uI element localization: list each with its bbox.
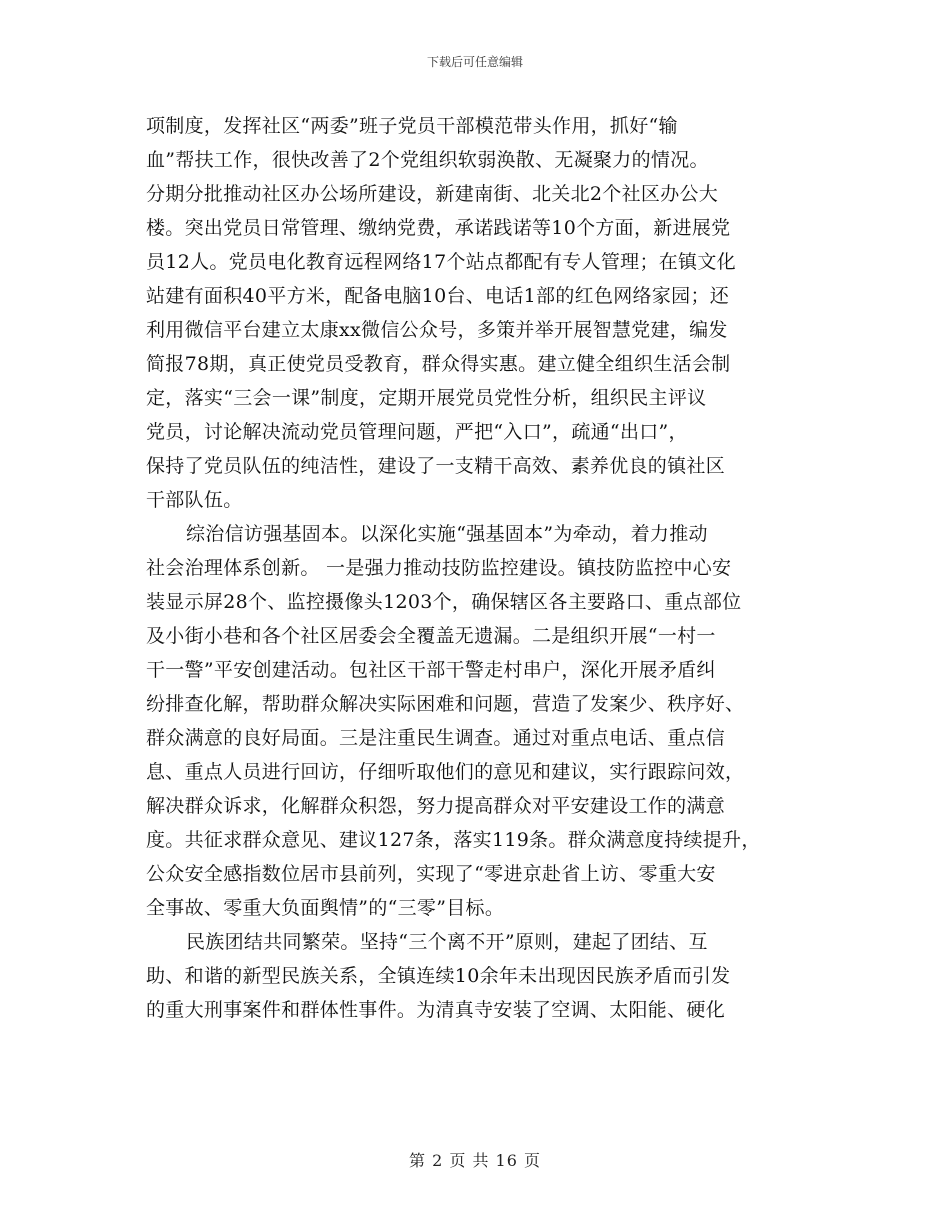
text-line: 的重大刑事案件和群体性事件。为清真寺安装了空调、太阳能、硬化: [146, 999, 726, 1021]
text-line: 党员，讨论解决流动党员管理问题，严把“入口”，疏通“出口”，: [146, 421, 688, 443]
text-line: 站建有面积40平方米，配备电脑10台、电话1部的红色网络家园；还: [146, 285, 730, 307]
text-line: 血”帮扶工作，很快改善了2个党组织软弱涣散、无凝聚力的情况。: [146, 149, 709, 171]
text-line: 度。共征求群众意见、建议127条，落实119条。群众满意度持续提升，: [146, 829, 761, 851]
page-footer: 第 2 页 共 16 页: [409, 1151, 541, 1170]
text-line: 及小街小巷和各个社区居委会全覆盖无遗漏。二是组织开展“一村一: [146, 625, 716, 647]
text-line: 公众安全感指数位居市县前列，实现了“零进京赴省上访、零重大安: [146, 863, 716, 885]
paragraph-2: [146, 517, 826, 925]
text-line: 纷排查化解，帮助群众解决实际困难和问题，营造了发案少、秩序好、: [146, 693, 745, 715]
text-line: 装显示屏28个、监控摄像头1203个，确保辖区各主要路口、重点部位: [146, 591, 742, 613]
page-header: 下载后可任意编辑: [426, 55, 523, 69]
text-line: 社会治理体系创新。 一是强力推动技防监控建设。镇技防监控中心安: [146, 557, 732, 579]
paragraph-1: [146, 109, 826, 517]
text-line: 群众满意的良好局面。三是注重民生调查。通过对重点电话、重点信: [146, 727, 726, 749]
text-line: 分期分批推动社区办公场所建设，新建南街、北关北2个社区办公大: [146, 183, 719, 205]
text-line: 员12人。党员电化教育远程网络17个站点都配有专人管理；在镇文化: [146, 251, 736, 273]
text-line: 全事故、零重大负面舆情”的“三零”目标。: [146, 897, 505, 919]
text-line: 解决群众诉求，化解群众积怨，努力提高群众对平安建设工作的满意: [146, 795, 726, 817]
text-line: 息、重点人员进行回访，仔细听取他们的意见和建议，实行跟踪问效，: [146, 761, 745, 783]
text-line: 楼。突出党员日常管理、缴纳党费，承诺践诺等10个方面，新进展党: [146, 217, 731, 239]
text-line: 利用微信平台建立太康xx微信公众号，多策并举开展智慧党建，编发: [146, 319, 728, 341]
text-line: 干部队伍。: [146, 489, 243, 511]
text-line: 保持了党员队伍的纯洁性，建设了一支精干高效、素养优良的镇社区: [146, 455, 726, 477]
text-line: 定，落实“三会一课”制度，定期开展党员党性分析，组织民主评议: [146, 387, 707, 409]
text-line: 干一警”平安创建活动。包社区干部干警走村串户，深化开展矛盾纠: [146, 659, 716, 681]
text-line: 综治信访强基固本。以深化实施“强基固本”为牵动，着力推动: [186, 523, 708, 545]
text-line: 助、和谐的新型民族关系，全镇连续10余年未出现因民族矛盾而引发: [146, 965, 731, 987]
text-line: 简报78期，真正使党员受教育，群众得实惠。建立健全组织生活会制: [146, 353, 731, 375]
text-line: 民族团结共同繁荣。坚持“三个离不开”原则，建起了团结、互: [186, 931, 708, 953]
text-line: 项制度，发挥社区“两委”班子党员干部模范带头作用，抓好“输: [146, 115, 678, 137]
paragraph-3: [146, 925, 826, 1027]
body-text: [146, 109, 826, 1027]
